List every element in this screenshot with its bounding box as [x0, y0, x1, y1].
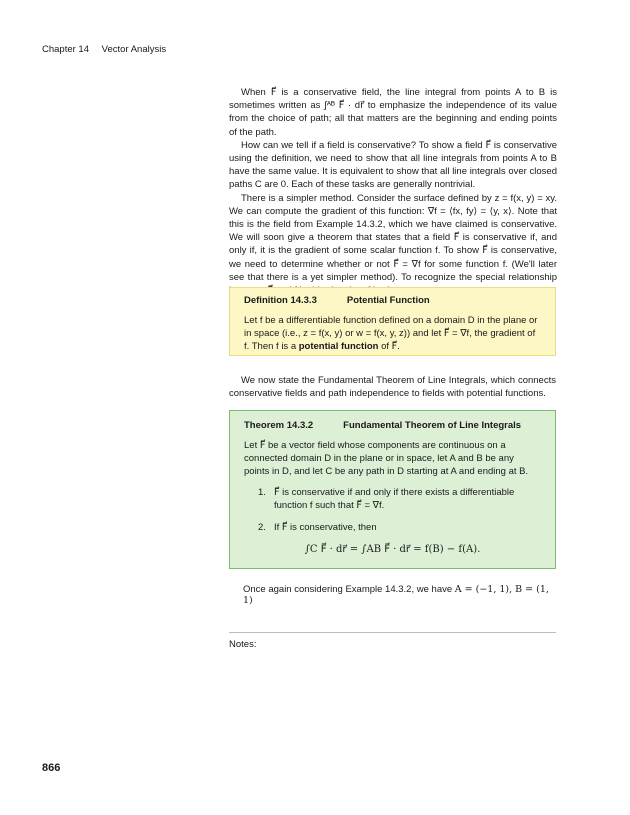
running-header — [42, 44, 166, 55]
notes-label: Notes: — [229, 639, 257, 650]
theorem-name: Fundamental Theorem of Line Integrals — [343, 420, 522, 431]
definition-box — [229, 287, 556, 356]
theorem-box — [229, 410, 556, 569]
potential-function-term: potential function — [298, 341, 379, 352]
theorem-label: Theorem 14.3.2 — [244, 420, 314, 431]
theorem-equation: ∫C F⃗ · dr⃗ = ∫AB F⃗ · dr⃗ = f(B) − f(A). — [304, 544, 481, 555]
definition-name: Potential Function — [346, 295, 430, 306]
body-text — [229, 86, 557, 297]
list-item: 1. F⃗ is conservative if and only if there exists a differentiable function f such that F⃗ = ∇f. — [258, 487, 515, 511]
theorem-intro: Let F⃗ be a vector field whose components are continuous on a connected domain D in the plane or in space, let A and B be any points in D, and let C be any path in D starting at A and ending at B. — [244, 440, 529, 477]
definition-label: Definition 14.3.3 — [244, 295, 317, 306]
chapter-label: Chapter 14 — [42, 44, 90, 55]
example-points: A = (−1, 1), B = (1, 1) — [243, 584, 549, 606]
chapter-title: Vector Analysis — [101, 44, 167, 55]
definition-title — [244, 294, 541, 307]
theorem-title — [244, 419, 541, 432]
notes-divider — [229, 632, 556, 633]
paragraph-ftli-intro: We now state the Fundamental Theorem of Line Integrals, which connects conservative fields and path independence to fields with potential functions. — [229, 375, 556, 400]
page-number: 866 — [42, 762, 61, 774]
definition-text: Let f be a differentiable function defined on a domain D in the plane or in space (i.e., z = f(x, y) or w = f(x, y, z)) and let F⃗ = ∇f, the gradient of f. Then f is a potential function of F⃗. — [244, 315, 538, 352]
paragraph-how-to-tell: How can we tell if a field is conservative? To show a field F⃗ is conservative using the definition, we need to show that all line integrals from points A to B have the same value. It is equivalent to show that all line integrals over closed paths C are 0. Each of these tasks are generally nontrivial. — [229, 139, 557, 191]
paragraph-conservative-notation: When F⃗ is a conservative field, the line integral from points A to B is sometimes written as ∫ᴬᴮ F⃗ · dr⃗ to emphasize the independence of its value from the choice of path; all that matters are the beginning and ending points of the path. — [229, 87, 557, 138]
theorem-list — [244, 486, 541, 534]
paragraph-simpler-method: There is a simpler method. Consider the surface defined by z = f(x, y) = xy. We can compute the gradient of this function: ∇f = ⟨fx, fy⟩ = ⟨y, x⟩. Note that this is the field from Example 14.3.2, which we have claimed is conservative. We will soon give a theorem that states that a field F⃗ is conservative if, and only if, it is the gradient of some scalar function f. To show F⃗ is conservative, we need to determine whether or not F⃗ = ∇f for some function f. (We'll later see that there is a yet simpler method). To recognize the special relationship — [229, 192, 557, 283]
paragraph-example: Once again considering Example 14.3.2, we have A = (−1, 1), B = (1, 1) — [243, 584, 549, 606]
list-item: 2. If F⃗ is conservative, then — [258, 522, 377, 533]
